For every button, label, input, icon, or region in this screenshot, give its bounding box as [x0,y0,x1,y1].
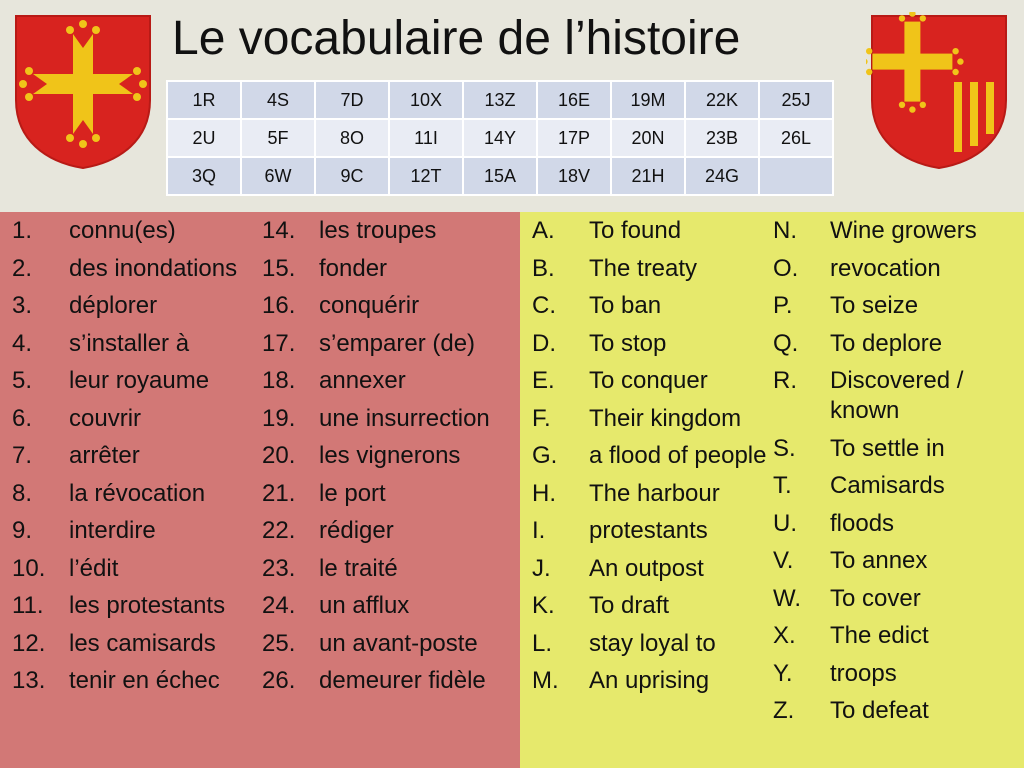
vocab-number: Y. [773,659,793,687]
vocab-number: 12. [12,629,46,657]
vocab-item [12,366,262,396]
vocab-number: F. [532,404,551,432]
vocab-number: 24. [262,592,296,619]
vocab-number: 5. [12,367,33,394]
vocab-term: tenir en échec [69,667,220,694]
key-cell: 20N [611,119,685,157]
vocab-number: G. [532,442,558,469]
vocab-item [12,629,262,659]
vocab-number: 14. [262,217,296,244]
vocab-number: 2. [12,254,33,282]
vocab-item [532,629,777,659]
vocab-number: A. [532,217,555,244]
vocab-number: 13. [12,667,46,694]
vocab-number: 11. [12,592,44,619]
vocab-number: 18. [262,367,296,394]
vocab-number: 6. [12,404,33,432]
vocab-number: 16. [262,292,296,319]
vocab-number: 9. [12,517,33,544]
vocab-term: interdire [69,517,156,544]
vocab-item [532,366,777,396]
vocab-number: 8. [12,479,33,507]
vocab-item [532,516,777,546]
vocab-term: le traité [319,554,398,582]
vocab-term: To ban [589,292,662,319]
vocab-term: le port [319,479,386,507]
vocab-term: protestants [589,517,708,544]
vocab-number: X. [773,622,796,649]
key-cell: 7D [315,81,389,119]
key-cell: 9C [315,157,389,195]
vocab-item [12,516,262,546]
vocab-item [773,434,1023,464]
vocab-item [773,291,1023,321]
vocab-term: To defeat [830,697,929,724]
vocab-number: 15. [262,254,296,282]
vocab-term: arrêter [69,442,140,469]
key-cell: 8O [315,119,389,157]
vocab-item [773,696,1023,726]
key-cell [759,157,833,195]
answer-key-grid [166,80,834,196]
french-terms-list-2 [262,216,512,704]
vocab-number: 17. [262,329,296,357]
vocab-term: l’édit [69,554,119,582]
key-cell: 2U [167,119,241,157]
key-cell: 21H [611,157,685,195]
vocab-item [262,554,512,584]
vocab-number: 1. [12,217,33,244]
vocab-term: revocation [830,254,941,282]
vocab-number: M. [532,667,559,694]
vocab-term: floods [830,509,895,537]
vocab-term: a flood of people [589,442,767,469]
vocab-term: To seize [830,292,919,319]
vocab-term: s’installer à [69,329,190,357]
vocab-number: L. [532,629,553,657]
vocab-term: To draft [589,592,670,619]
vocab-number: P. [773,292,793,319]
vocab-term: An uprising [589,667,710,694]
key-cell: 12T [389,157,463,195]
vocab-term: To conquer [589,367,708,394]
vocab-number: Z. [773,697,795,724]
key-cell: 24G [685,157,759,195]
key-cell: 14Y [463,119,537,157]
vocab-term: les troupes [319,217,437,244]
vocab-item [773,621,1023,651]
key-row [167,157,833,195]
vocab-number: S. [773,434,796,462]
vocab-item [532,291,777,321]
vocab-number: 20. [262,442,296,469]
vocab-item [12,666,262,696]
key-cell: 11I [389,119,463,157]
vocab-number: 3. [12,292,33,319]
vocab-number: J. [532,554,551,582]
vocab-item [12,329,262,359]
vocab-term: The treaty [589,254,698,282]
key-cell: 26L [759,119,833,157]
vocab-term: An outpost [589,554,704,582]
vocab-term: les vignerons [319,442,461,469]
vocab-item [532,329,777,359]
english-terms-list-2 [773,216,1023,734]
vocab-term: Wine growers [830,217,977,244]
key-cell: 23B [685,119,759,157]
vocab-number: T. [773,472,792,499]
vocab-item [262,629,512,659]
vocab-term: déplorer [69,292,158,319]
vocab-item [262,254,512,284]
key-cell: 5F [241,119,315,157]
vocab-item [532,254,777,284]
vocab-number: 22. [262,517,296,544]
vocab-item [532,554,777,584]
page-title: Le vocabulaire de l’histoire [172,12,741,65]
vocab-term: couvrir [69,404,142,432]
occitan-cross-crest-icon [10,12,156,170]
french-terms-list-1 [12,216,262,704]
vocab-number: 26. [262,667,296,694]
vocab-term: connu(es) [69,217,176,244]
vocab-term: un afflux [319,592,410,619]
vocab-item [773,584,1023,614]
vocab-item [773,471,1023,501]
vocab-term: annexer [319,367,406,394]
vocab-number: U. [773,509,797,537]
vocab-item [262,216,512,246]
key-row [167,119,833,157]
vocab-term: des inondations [69,254,238,282]
vocab-number: H. [532,479,556,507]
key-cell: 22K [685,81,759,119]
vocab-number: O. [773,254,799,282]
vocab-item [532,441,777,471]
vocab-number: 4. [12,329,33,357]
vocab-term: fonder [319,254,388,282]
vocab-term: les protestants [69,592,226,619]
vocab-number: I. [532,517,546,544]
vocab-item [773,329,1023,359]
vocab-item [262,366,512,396]
vocab-term: conquérir [319,292,420,319]
vocab-term: Discovered / known [830,367,964,424]
vocab-item [532,216,777,246]
vocab-number: B. [532,254,555,282]
key-cell: 3Q [167,157,241,195]
vocab-term: To settle in [830,434,945,462]
vocab-item [262,404,512,434]
vocab-term: s’emparer (de) [319,329,476,357]
vocab-term: un avant-poste [319,629,478,657]
vocab-term: stay loyal to [589,629,716,657]
vocab-item [773,546,1023,576]
vocab-item [773,659,1023,689]
vocab-item [12,441,262,471]
vocab-item [12,291,262,321]
key-cell: 10X [389,81,463,119]
vocab-term: The edict [830,622,929,649]
english-terms-list-1 [532,216,777,704]
key-cell: 18V [537,157,611,195]
vocab-number: 19. [262,404,296,432]
vocab-item [262,329,512,359]
key-cell: 4S [241,81,315,119]
vocab-number: 10. [12,554,46,582]
vocab-term: To deplore [830,329,943,357]
vocab-number: 25. [262,629,296,657]
vocab-number: 7. [12,442,33,469]
vocab-number: K. [532,592,555,619]
key-cell: 6W [241,157,315,195]
key-cell: 1R [167,81,241,119]
vocab-item [262,291,512,321]
vocab-item [532,479,777,509]
vocab-item [532,666,777,696]
vocab-term: Their kingdom [589,404,742,432]
key-cell: 13Z [463,81,537,119]
vocab-number: D. [532,329,556,357]
vocab-item [773,254,1023,284]
vocab-term: Camisards [830,472,945,499]
key-row [167,81,833,119]
vocab-term: demeurer fidèle [319,667,486,694]
vocab-term: leur royaume [69,367,210,394]
vocab-item [262,591,512,621]
vocab-item [12,479,262,509]
vocab-item [773,366,1023,426]
vocab-term: la révocation [69,479,206,507]
vocab-item [262,666,512,696]
key-cell: 16E [537,81,611,119]
key-cell: 19M [611,81,685,119]
vocab-item [262,479,512,509]
vocab-term: To cover [830,584,921,612]
vocab-term: To found [589,217,682,244]
vocab-number: R. [773,367,797,394]
vocab-item [12,554,262,584]
vocab-term: The harbour [589,479,720,507]
vocab-item [532,404,777,434]
vocab-term: To stop [589,329,667,357]
occitan-cross-crest-icon [866,12,1012,170]
vocab-term: To annex [830,547,928,574]
vocab-item [773,509,1023,539]
vocab-number: C. [532,292,556,319]
key-cell: 25J [759,81,833,119]
key-cell: 15A [463,157,537,195]
vocab-number: Q. [773,329,799,357]
vocab-item [532,591,777,621]
vocab-item [12,404,262,434]
vocab-item [12,591,262,621]
vocab-number: 23. [262,554,296,582]
key-cell: 17P [537,119,611,157]
vocab-item [262,516,512,546]
vocab-term: rédiger [319,517,394,544]
vocab-item [12,254,262,284]
vocab-term: troops [830,659,897,687]
vocab-term: les camisards [69,629,216,657]
vocab-item [12,216,262,246]
vocab-number: E. [532,367,555,394]
vocab-item [262,441,512,471]
vocab-number: 21. [262,479,296,507]
vocab-item [773,216,1023,246]
vocab-term: une insurrection [319,404,490,432]
vocab-number: N. [773,217,797,244]
vocab-number: W. [773,584,801,612]
vocab-number: V. [773,547,794,574]
